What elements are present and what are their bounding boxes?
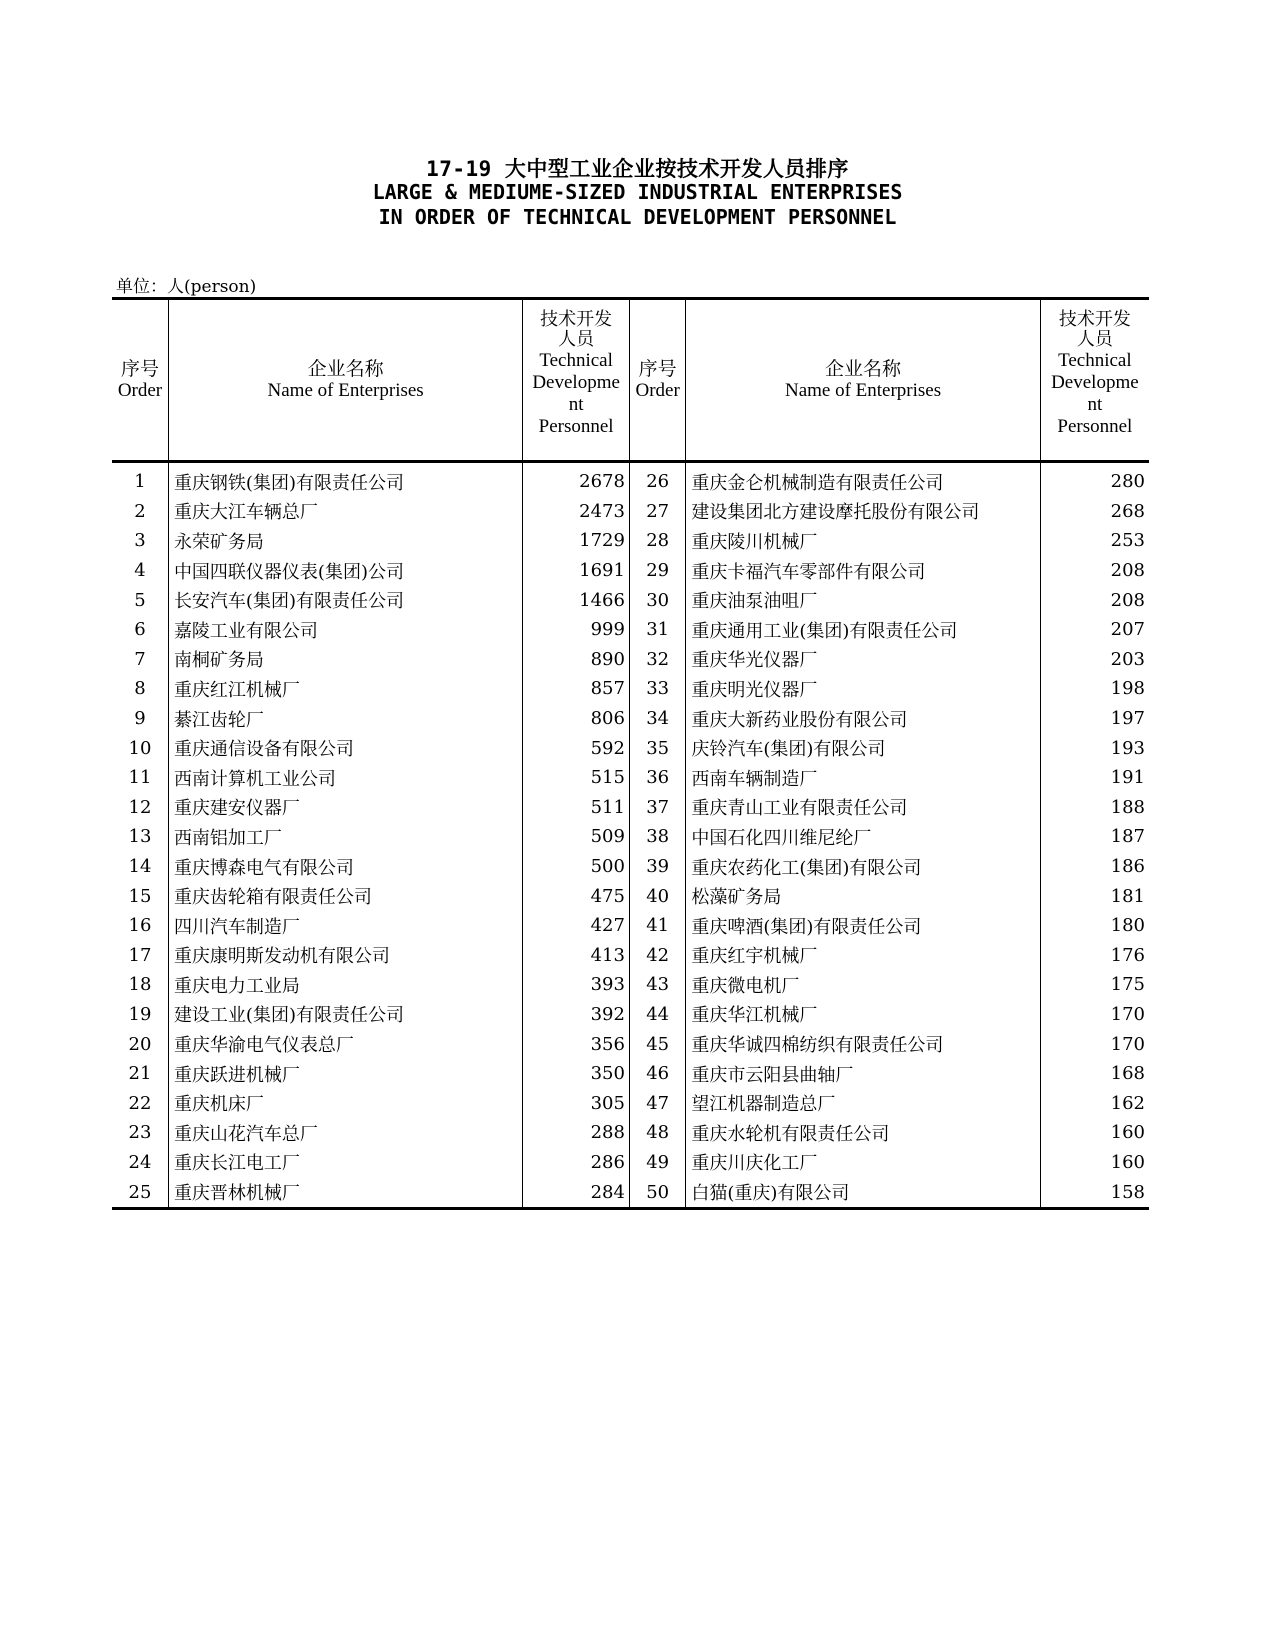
order-cell: 12 [112, 793, 168, 823]
personnel-value-cell: 427 [523, 911, 630, 941]
enterprise-name-cell: 重庆川庆化工厂 [686, 1148, 1040, 1178]
personnel-value-cell: 186 [1110, 856, 1145, 878]
order-cell: 40 [629, 881, 685, 911]
personnel-value-cell: 203 [1110, 648, 1145, 670]
order-cell: 11 [112, 763, 168, 793]
enterprise-name-cell: 重庆市云阳县曲轴厂 [686, 1059, 1040, 1089]
personnel-value-cell: 253 [1110, 530, 1145, 552]
order-cell: 24 [112, 1148, 168, 1178]
personnel-value-cell: 158 [1040, 1177, 1149, 1208]
personnel-value-cell: 284 [523, 1177, 630, 1208]
order-cell: 49 [629, 1148, 685, 1178]
personnel-value-cell: 2473 [523, 497, 630, 527]
table-row [112, 1088, 1149, 1118]
personnel-value-cell: 207 [1110, 619, 1145, 641]
enterprise-name-cell: 重庆电力工业局 [168, 970, 522, 1000]
personnel-value-cell: 175 [1110, 974, 1145, 996]
personnel-value-cell: 350 [523, 1059, 630, 1089]
enterprise-name-cell: 重庆大江车辆总厂 [168, 497, 522, 527]
enterprise-name-cell: 望江机器制造总厂 [686, 1088, 1040, 1118]
order-cell: 6 [112, 615, 168, 645]
personnel-value-cell: 1729 [523, 526, 630, 556]
order-cell: 39 [629, 852, 685, 882]
enterprise-name-cell: 西南计算机工业公司 [168, 763, 522, 793]
table-row [112, 1000, 1149, 1030]
table-row [112, 763, 1149, 793]
table-row [112, 852, 1149, 882]
personnel-value-cell: 356 [523, 1029, 630, 1059]
personnel-value-cell: 305 [523, 1088, 630, 1118]
table-row [112, 1148, 1149, 1178]
enterprise-name-cell: 重庆油泵油咀厂 [686, 585, 1040, 615]
personnel-value-cell: 475 [523, 881, 630, 911]
enterprise-name-cell: 庆铃汽车(集团)有限公司 [686, 733, 1040, 763]
table-row [112, 585, 1149, 615]
table-row [112, 941, 1149, 971]
personnel-value-cell: 286 [523, 1148, 630, 1178]
order-cell: 27 [629, 497, 685, 527]
order-cell: 33 [629, 674, 685, 704]
enterprise-name-cell: 重庆康明斯发动机有限公司 [168, 941, 522, 971]
enterprise-name-cell: 西南铝加工厂 [168, 822, 522, 852]
enterprise-name-cell: 重庆华诚四棉纺织有限责任公司 [686, 1029, 1040, 1059]
header-name-left: 企业名称 Name of Enterprises [168, 299, 522, 462]
enterprise-name-cell: 重庆长江电工厂 [168, 1148, 522, 1178]
order-cell: 36 [629, 763, 685, 793]
enterprise-name-cell: 重庆金仑机械制造有限责任公司 [686, 462, 1040, 497]
personnel-value-cell: 176 [1110, 944, 1145, 966]
enterprise-name-cell: 重庆青山工业有限责任公司 [686, 793, 1040, 823]
order-cell: 29 [629, 556, 685, 586]
personnel-value-cell: 268 [1110, 500, 1145, 522]
order-cell: 2 [112, 497, 168, 527]
order-cell: 22 [112, 1088, 168, 1118]
order-cell: 3 [112, 526, 168, 556]
header-personnel-right: 技术开发 人员 Technical Developme nt Personnel [1040, 299, 1149, 462]
order-cell: 44 [629, 1000, 685, 1030]
personnel-value-cell: 288 [523, 1118, 630, 1148]
enterprise-name-cell: 重庆齿轮箱有限责任公司 [168, 881, 522, 911]
personnel-value-cell: 999 [523, 615, 630, 645]
personnel-value-cell: 857 [523, 674, 630, 704]
table-row [112, 526, 1149, 556]
header-name-right: 企业名称 Name of Enterprises [686, 299, 1040, 462]
table-row [112, 462, 1149, 497]
table-row [112, 793, 1149, 823]
order-cell: 26 [629, 462, 685, 497]
header-order-left: 序号 Order [112, 299, 168, 462]
personnel-value-cell: 2678 [523, 462, 630, 497]
enterprise-name-cell: 重庆通信设备有限公司 [168, 733, 522, 763]
personnel-value-cell: 162 [1110, 1092, 1145, 1114]
title-english-line2: IN ORDER OF TECHNICAL DEVELOPMENT PERSONNEL [378, 205, 897, 229]
order-cell: 42 [629, 941, 685, 971]
table-row [112, 881, 1149, 911]
personnel-value-cell: 170 [1110, 1003, 1145, 1025]
personnel-value-cell: 515 [523, 763, 630, 793]
enterprise-name-cell: 中国石化四川维尼纶厂 [686, 822, 1040, 852]
order-cell: 31 [629, 615, 685, 645]
personnel-value-cell: 1691 [523, 556, 630, 586]
personnel-value-cell: 208 [1110, 589, 1145, 611]
enterprise-name-cell: 建设集团北方建设摩托股份有限公司 [686, 497, 1040, 527]
enterprise-name-cell: 綦江齿轮厂 [168, 704, 522, 734]
personnel-value-cell: 160 [1110, 1122, 1145, 1144]
order-cell: 34 [629, 704, 685, 734]
enterprise-name-cell: 重庆卡福汽车零部件有限公司 [686, 556, 1040, 586]
enterprise-name-cell: 白猫(重庆)有限公司 [686, 1177, 1040, 1208]
order-cell: 48 [629, 1118, 685, 1148]
order-cell: 37 [629, 793, 685, 823]
order-cell: 19 [112, 1000, 168, 1030]
enterprise-name-cell: 重庆华江机械厂 [686, 1000, 1040, 1030]
order-cell: 16 [112, 911, 168, 941]
table-row [112, 645, 1149, 675]
personnel-value-cell: 170 [1110, 1033, 1145, 1055]
personnel-value-cell: 191 [1110, 767, 1145, 789]
table-row [112, 822, 1149, 852]
personnel-value-cell: 392 [523, 1000, 630, 1030]
order-cell: 35 [629, 733, 685, 763]
table-row [112, 556, 1149, 586]
order-cell: 25 [112, 1177, 168, 1208]
order-cell: 23 [112, 1118, 168, 1148]
enterprise-name-cell: 重庆建安仪器厂 [168, 793, 522, 823]
enterprise-name-cell: 重庆红江机械厂 [168, 674, 522, 704]
title-english-line1: LARGE & MEDIUME-SIZED INDUSTRIAL ENTERPRISES [372, 180, 903, 204]
table-row [112, 704, 1149, 734]
order-cell: 7 [112, 645, 168, 675]
enterprise-name-cell: 重庆通用工业(集团)有限责任公司 [686, 615, 1040, 645]
enterprise-name-cell: 嘉陵工业有限公司 [168, 615, 522, 645]
enterprise-name-cell: 重庆陵川机械厂 [686, 526, 1040, 556]
enterprise-name-cell: 西南车辆制造厂 [686, 763, 1040, 793]
personnel-value-cell: 188 [1110, 796, 1145, 818]
personnel-value-cell: 208 [1110, 560, 1145, 582]
personnel-value-cell: 592 [523, 733, 630, 763]
table-row [112, 733, 1149, 763]
personnel-value-cell: 168 [1110, 1063, 1145, 1085]
table-row [112, 1059, 1149, 1089]
order-cell: 32 [629, 645, 685, 675]
personnel-value-cell: 890 [523, 645, 630, 675]
personnel-value-cell: 511 [523, 793, 630, 823]
order-cell: 20 [112, 1029, 168, 1059]
personnel-value-cell: 413 [523, 941, 630, 971]
order-cell: 47 [629, 1088, 685, 1118]
order-cell: 10 [112, 733, 168, 763]
enterprise-name-cell: 重庆微电机厂 [686, 970, 1040, 1000]
enterprise-name-cell: 重庆水轮机有限责任公司 [686, 1118, 1040, 1148]
enterprise-name-cell: 重庆机床厂 [168, 1088, 522, 1118]
personnel-value-cell: 509 [523, 822, 630, 852]
order-cell: 30 [629, 585, 685, 615]
order-cell: 4 [112, 556, 168, 586]
order-cell: 43 [629, 970, 685, 1000]
enterprise-name-cell: 永荣矿务局 [168, 526, 522, 556]
order-cell: 1 [112, 462, 168, 497]
header-personnel-left: 技术开发 人员 Technical Developme nt Personnel [523, 299, 630, 462]
enterprise-name-cell: 重庆华光仪器厂 [686, 645, 1040, 675]
order-cell: 15 [112, 881, 168, 911]
header-order-right: 序号 Order [629, 299, 685, 462]
personnel-value-cell: 500 [523, 852, 630, 882]
enterprise-name-cell: 四川汽车制造厂 [168, 911, 522, 941]
order-cell: 38 [629, 822, 685, 852]
enterprise-name-cell: 重庆明光仪器厂 [686, 674, 1040, 704]
order-cell: 14 [112, 852, 168, 882]
enterprise-name-cell: 中国四联仪器仪表(集团)公司 [168, 556, 522, 586]
enterprise-name-cell: 长安汽车(集团)有限责任公司 [168, 585, 522, 615]
enterprise-name-cell: 建设工业(集团)有限责任公司 [168, 1000, 522, 1030]
personnel-value-cell: 187 [1110, 826, 1145, 848]
order-cell: 9 [112, 704, 168, 734]
personnel-value-cell: 181 [1110, 885, 1145, 907]
enterprise-name-cell: 松藻矿务局 [686, 881, 1040, 911]
personnel-value-cell: 393 [523, 970, 630, 1000]
table-row [112, 911, 1149, 941]
order-cell: 50 [629, 1177, 685, 1208]
table-row [112, 497, 1149, 527]
order-cell: 8 [112, 674, 168, 704]
order-cell: 28 [629, 526, 685, 556]
order-cell: 46 [629, 1059, 685, 1089]
enterprise-name-cell: 重庆啤酒(集团)有限责任公司 [686, 911, 1040, 941]
table-row [112, 615, 1149, 645]
header-row [112, 299, 1149, 462]
personnel-value-cell: 193 [1110, 737, 1145, 759]
personnel-value-cell: 280 [1110, 471, 1145, 493]
unit-label: 单位：人(person) [116, 277, 257, 297]
table-row [112, 1029, 1149, 1059]
table-row [112, 1177, 1149, 1208]
table-row [112, 970, 1149, 1000]
order-cell: 41 [629, 911, 685, 941]
personnel-value-cell: 160 [1110, 1151, 1145, 1173]
enterprise-name-cell: 重庆钢铁(集团)有限责任公司 [168, 462, 522, 497]
enterprise-name-cell: 重庆华渝电气仪表总厂 [168, 1029, 522, 1059]
order-cell: 18 [112, 970, 168, 1000]
personnel-value-cell: 197 [1110, 708, 1145, 730]
ranking-table [112, 297, 1149, 1210]
enterprise-name-cell: 重庆大新药业股份有限公司 [686, 704, 1040, 734]
enterprise-name-cell: 重庆山花汽车总厂 [168, 1118, 522, 1148]
personnel-value-cell: 198 [1110, 678, 1145, 700]
order-cell: 45 [629, 1029, 685, 1059]
personnel-value-cell: 180 [1110, 915, 1145, 937]
personnel-value-cell: 806 [523, 704, 630, 734]
enterprise-name-cell: 重庆农药化工(集团)有限公司 [686, 852, 1040, 882]
enterprise-name-cell: 重庆博森电气有限公司 [168, 852, 522, 882]
order-cell: 13 [112, 822, 168, 852]
table-body [112, 462, 1149, 1209]
enterprise-name-cell: 重庆跃进机械厂 [168, 1059, 522, 1089]
enterprise-name-cell: 重庆红宇机械厂 [686, 941, 1040, 971]
order-cell: 17 [112, 941, 168, 971]
order-cell: 5 [112, 585, 168, 615]
title-chinese: 17-19 大中型工业企业按技术开发人员排序 [426, 157, 849, 181]
order-cell: 21 [112, 1059, 168, 1089]
personnel-value-cell: 1466 [523, 585, 630, 615]
enterprise-name-cell: 南桐矿务局 [168, 645, 522, 675]
enterprise-name-cell: 重庆晋林机械厂 [168, 1177, 522, 1208]
table-row [112, 674, 1149, 704]
table-row [112, 1118, 1149, 1148]
